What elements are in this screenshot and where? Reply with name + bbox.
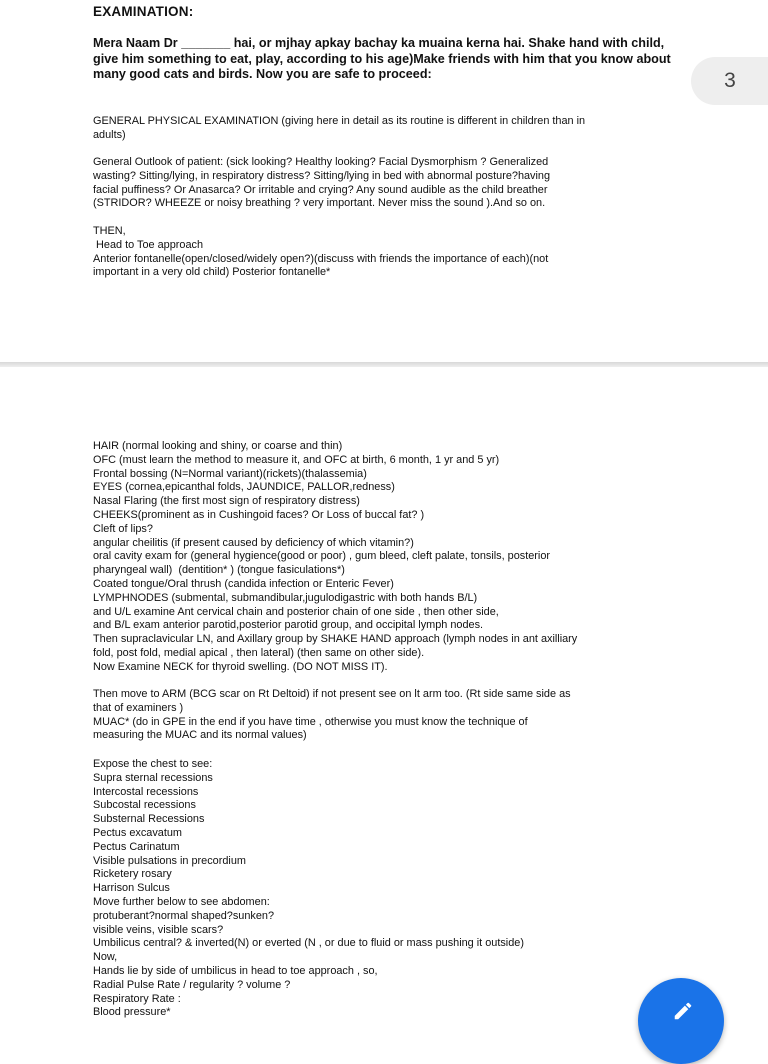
section-heading: EXAMINATION: — [93, 4, 194, 19]
list-item: angular cheilitis (if present caused by deficiency of which vitamin?) — [93, 536, 414, 549]
list-item: Harrison Sulcus — [93, 882, 170, 895]
list-item: EYES (cornea,epicanthal folds, JAUNDICE, PALLOR,redness) — [93, 481, 395, 494]
list-item: Then move to ARM (BCG scar on Rt Deltoid) if not present see on lt arm too. (Rt side same side as — [93, 688, 571, 700]
list-item: measuring the MUAC and its normal values) — [93, 729, 307, 742]
head-to-toe-paragraph: THEN, Head to Toe approach Anterior fontanelle(open/closed/widely open?)(discuss with friends the importance of each)(not important in a very old child) Posterior fontanelle* — [93, 225, 549, 279]
list-item: Coated tongue/Oral thrush (candida infection or Enteric Fever) — [93, 577, 394, 590]
document-page-1 — [0, 0, 768, 362]
list-item: Move further below to see abdomen: — [93, 895, 270, 908]
list-item: and U/L examine Ant cervical chain and posterior chain of one side , then other side, — [93, 605, 499, 618]
list-item: Frontal bossing (N=Normal variant)(rickets)(thalassemia) — [93, 467, 367, 480]
list-item: that of examiners ) — [93, 701, 184, 714]
list-item: Subcostal recessions — [93, 799, 196, 812]
pencil-icon — [672, 1000, 694, 1022]
list-item: visible veins, visible scars? — [93, 923, 224, 936]
list-item: Respiratory Rate : — [93, 992, 181, 1005]
list-item: Visible pulsations in precordium — [93, 854, 246, 867]
list-item: Expose the chest to see: — [93, 758, 213, 770]
general-outlook-paragraph: General Outlook of patient: (sick looking? Healthy looking? Facial Dysmorphism ? Generalized wasting? Sitting/lying, in respiratory distress? Sitting/lying in bed with abnormal posture?having facial puffiness? Or Anasarca? Or irritable and crying? Any sound audible as the child breather (STRIDOR? WHEEZE or noisy breathing ? very important. Never miss the sound ).And so on. — [93, 156, 551, 210]
list-item: CHEEKS(prominent as in Cushingoid faces? Or Loss of buccal fat? ) — [93, 508, 425, 521]
list-item: HAIR (normal looking and shiny, or coarse and thin) — [93, 440, 343, 452]
list-item: LYMPHNODES (submental, submandibular,jugulodigastric with both hands B/L) — [93, 591, 478, 604]
list-item: fold, post fold, medial apical , then lateral) (then same on other side). — [93, 646, 425, 659]
list-item: Blood pressure* — [93, 1006, 171, 1019]
list-item: Pectus excavatum — [93, 826, 182, 839]
list-item: OFC (must learn the method to measure it, and OFC at birth, 6 month, 1 yr and 5 yr) — [93, 453, 500, 466]
list-item: pharyngeal wall) (dentition* ) (tongue fasiculations*) — [93, 564, 345, 577]
edit-fab-button[interactable] — [638, 978, 724, 1064]
page-number-badge: 3 — [691, 57, 768, 105]
list-item: protuberant?normal shaped?sunken? — [93, 909, 275, 922]
list-item: Ricketery rosary — [93, 868, 172, 881]
list-item: Then supraclavicular LN, and Axillary group by SHAKE HAND approach (lymph nodes in ant axilliary — [93, 633, 578, 646]
document-page-2 — [0, 367, 768, 1024]
list-item: Radial Pulse Rate / regularity ? volume ? — [93, 978, 291, 991]
arm-exam-block — [93, 688, 683, 743]
intro-paragraph: Mera Naam Dr _______ hai, or mjhay apkay bachay ka muaina kerna hai. Shake hand with child, give him something to eat, play, according to his age)Make friends with him that you know about many good cats and birds. Now you are safe to proceed: — [93, 36, 671, 81]
head-exam-block — [93, 440, 683, 675]
list-item: Nasal Flaring (the first most sign of respiratory distress) — [93, 495, 360, 508]
list-item: oral cavity exam for (general hygience(good or poor) , gum bleed, cleft palate, tonsils, posterior — [93, 550, 551, 563]
list-item: MUAC* (do in GPE in the end if you have time , otherwise you must know the technique of — [93, 715, 528, 728]
list-item: Now, — [93, 951, 118, 964]
list-item: and B/L exam anterior parotid,posterior parotid group, and occipital lymph nodes. — [93, 619, 484, 632]
list-item: Hands lie by side of umbilicus in head to toe approach , so, — [93, 964, 378, 977]
chest-abdomen-exam-block — [93, 758, 683, 1020]
list-item: Pectus Carinatum — [93, 840, 180, 853]
list-item: Supra sternal recessions — [93, 771, 213, 784]
list-item: Umbilicus central? & inverted(N) or everted (N , or due to fluid or mass pushing it outside) — [93, 937, 524, 950]
list-item: Intercostal recessions — [93, 785, 199, 798]
list-item: Now Examine NECK for thyroid swelling. (DO NOT MISS IT). — [93, 660, 388, 673]
list-item: Substernal Recessions — [93, 813, 205, 826]
gpe-paragraph: GENERAL PHYSICAL EXAMINATION (giving here in detail as its routine is different in children than in adults) — [93, 115, 586, 141]
list-item: Cleft of lips? — [93, 522, 153, 535]
